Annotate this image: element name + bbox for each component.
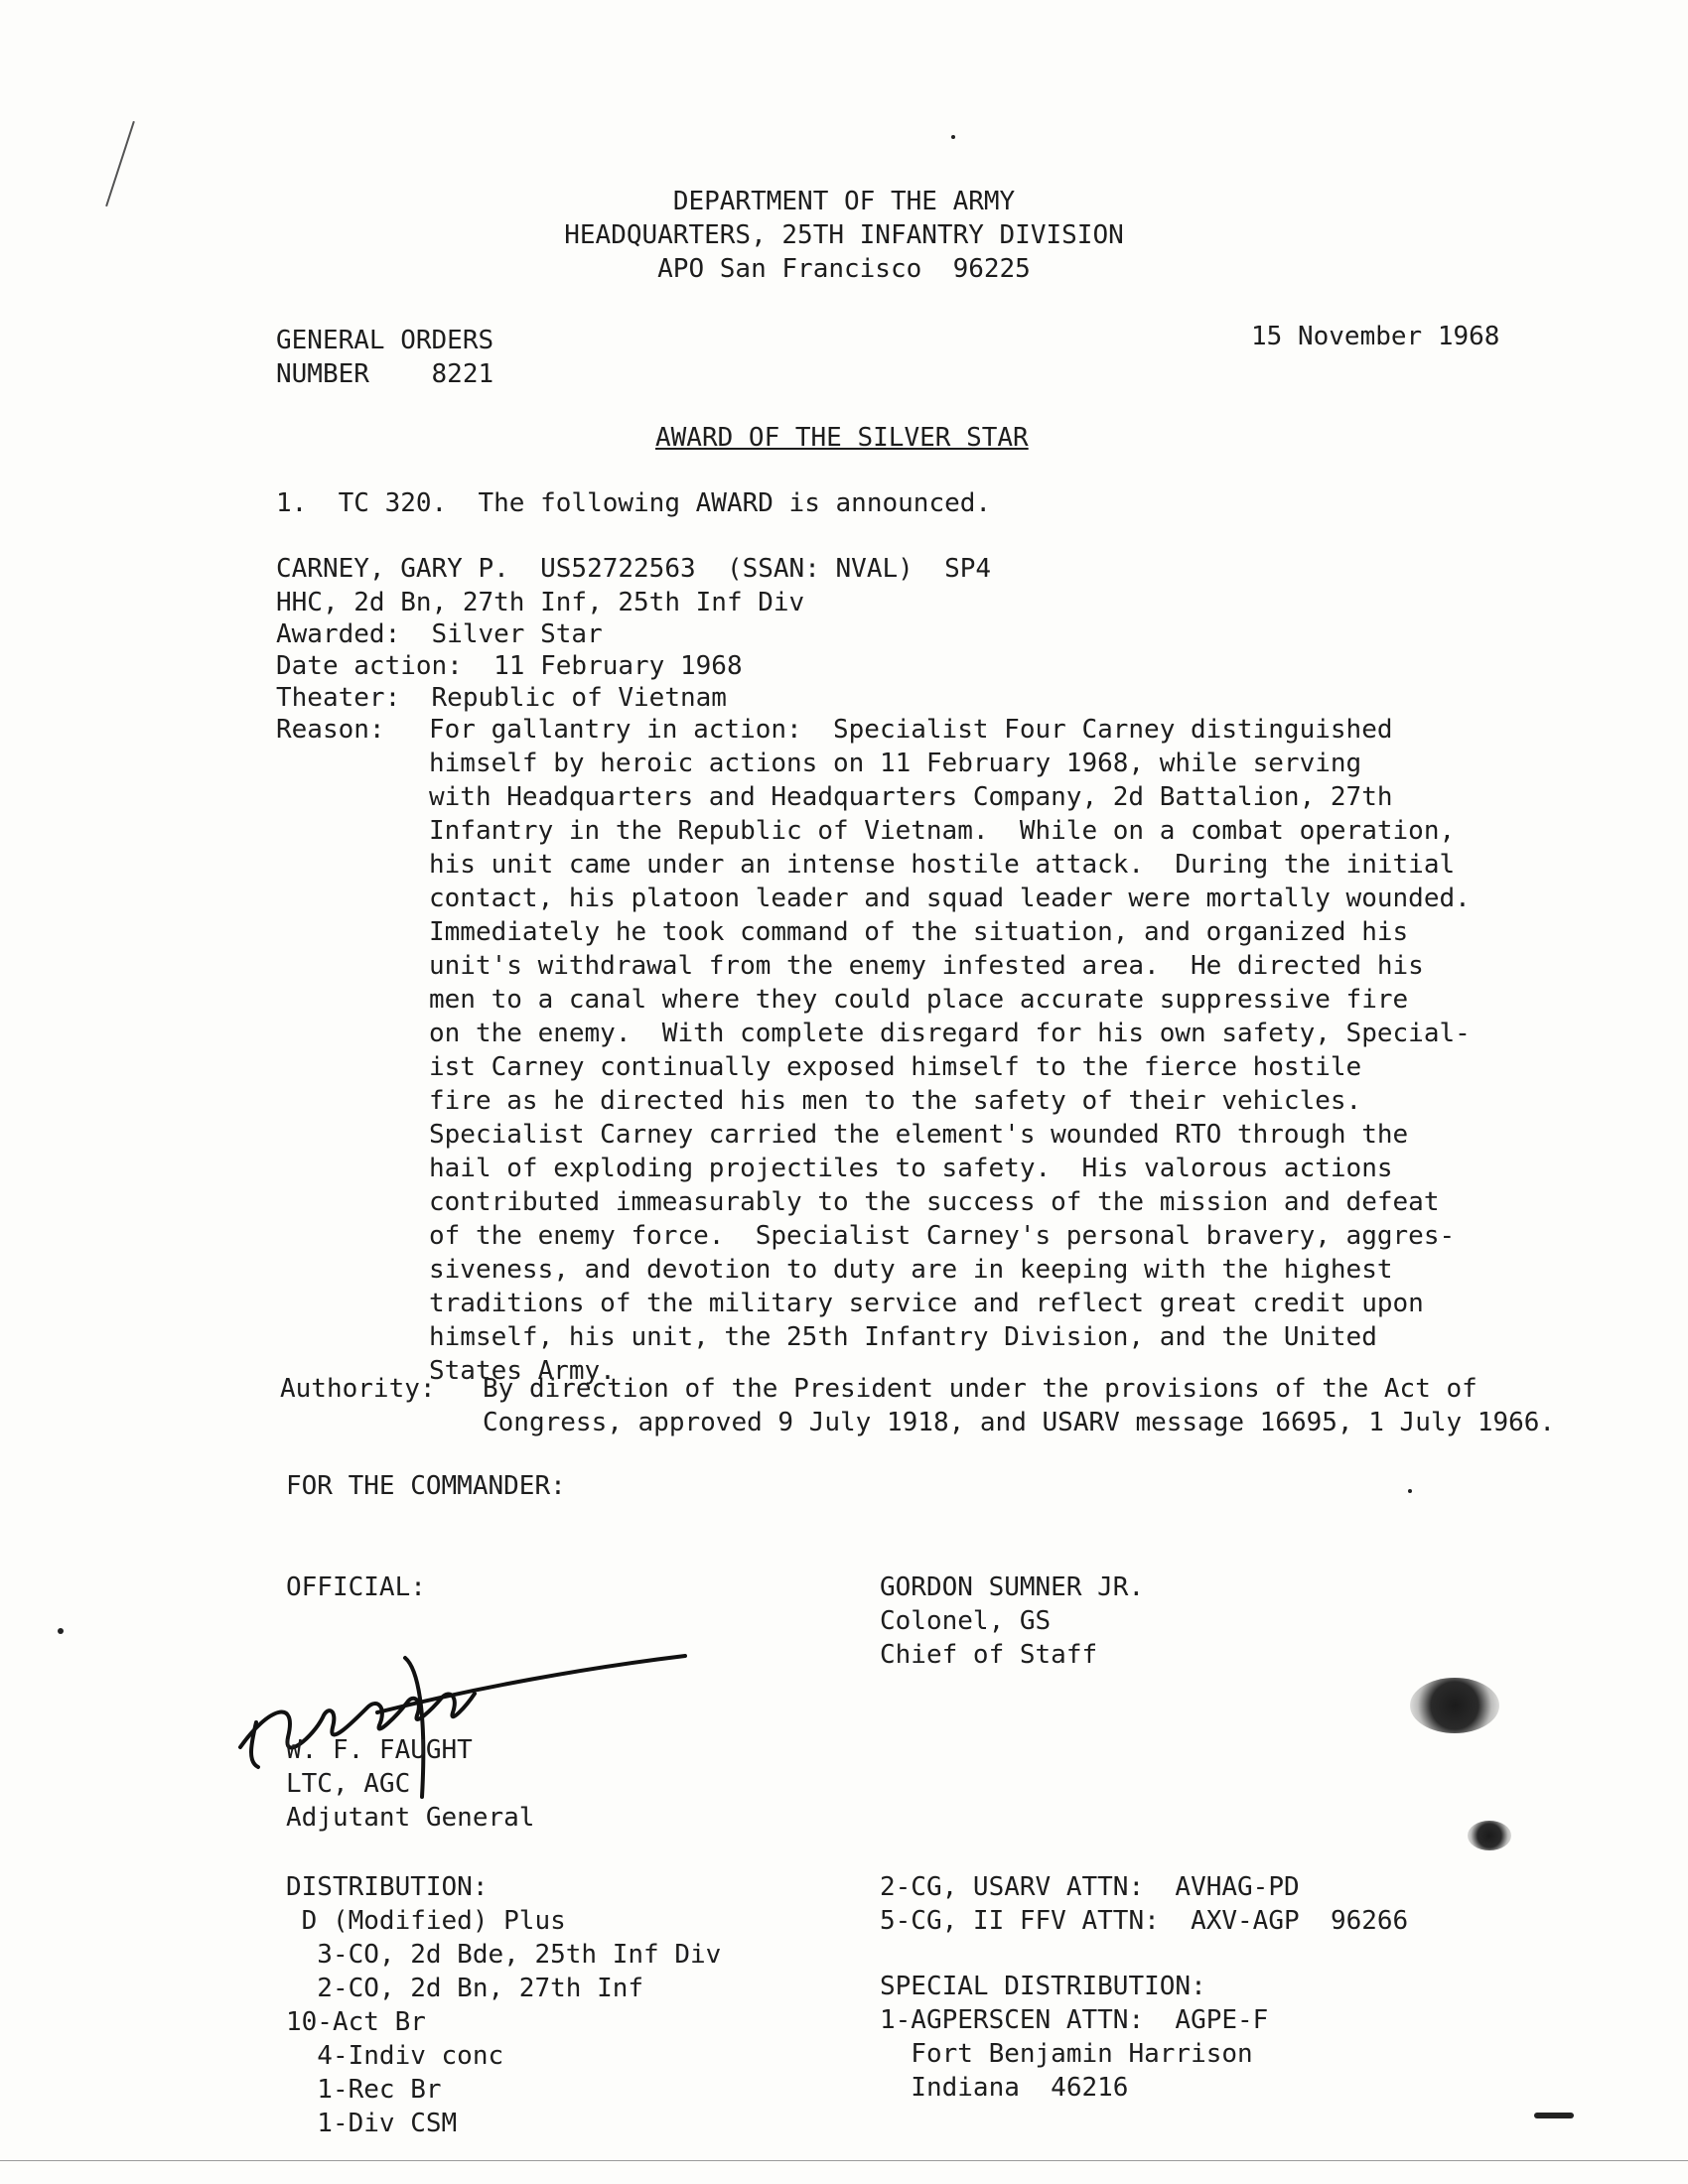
distribution-right-list [880, 1870, 1408, 1938]
distribution-list [286, 1904, 721, 2140]
list-item: 1-AGPERSCEN ATTN: AGPE-F [880, 2005, 1269, 2035]
reason-line: himself by heroic actions on 11 February 1968, while serving [429, 749, 1362, 778]
signatory-title: Chief of Staff [880, 1640, 1098, 1670]
authority-label: Authority: [280, 1374, 436, 1404]
official-title: Adjutant General [286, 1803, 535, 1833]
list-item: 3-CO, 2d Bde, 25th Inf Div [286, 1940, 722, 1970]
list-item: 1-Rec Br [286, 2075, 442, 2105]
signatory-rank: Colonel, GS [880, 1606, 1052, 1636]
reason-line: men to a canal where they could place accurate suppressive fire [429, 985, 1409, 1015]
reason-line: Specialist Carney carried the element's wounded RTO through the [429, 1120, 1409, 1150]
special-distribution-label: SPECIAL DISTRIBUTION: [880, 1972, 1206, 2001]
general-orders-number: NUMBER 8221 [276, 359, 494, 389]
announcement-line: 1. TC 320. The following AWARD is announced. [276, 488, 992, 518]
general-orders-label: GENERAL ORDERS [276, 326, 494, 355]
letterhead-department: DEPARTMENT OF THE ARMY [672, 187, 1016, 216]
scan-speck [58, 1628, 64, 1634]
reason-line: siveness, and devotion to duty are in keeping with the highest [429, 1255, 1393, 1285]
list-item: 1-Div CSM [286, 2109, 458, 2138]
reason-label: Reason: [276, 715, 385, 745]
ink-smudge [1410, 1678, 1499, 1733]
order-date: 15 November 1968 [1251, 322, 1500, 351]
scan-bottom-edge [0, 2160, 1688, 2161]
list-item: Fort Benjamin Harrison [880, 2039, 1253, 2069]
official-name: W. F. FAUGHT [286, 1735, 473, 1765]
reason-line: contact, his platoon leader and squad leader were mortally wounded. [429, 884, 1471, 913]
reason-line: ist Carney continually exposed himself to the fierce hostile [429, 1052, 1362, 1082]
list-item: 2-CO, 2d Bn, 27th Inf [286, 1974, 644, 2003]
reason-line: Immediately he took command of the situation, and organized his [429, 917, 1409, 947]
official-rank: LTC, AGC [286, 1769, 411, 1799]
list-item: D (Modified) Plus [286, 1906, 566, 1936]
list-item: 10-Act Br [286, 2007, 426, 2037]
scan-speck [1534, 2113, 1574, 2118]
signatory-name: GORDON SUMNER JR. [880, 1572, 1145, 1602]
reason-line: unit's withdrawal from the enemy infested area. He directed his [429, 951, 1424, 981]
reason-line: of the enemy force. Specialist Carney's personal bravery, aggres- [429, 1221, 1456, 1251]
award-title: AWARD OF THE SILVER STAR [655, 423, 1029, 453]
list-item: Indiana 46216 [880, 2073, 1129, 2103]
scan-speck [951, 135, 955, 139]
scan-speck [1408, 1489, 1412, 1493]
ink-smudge [1468, 1821, 1511, 1850]
reason-line: States Army. [429, 1356, 616, 1386]
reason-line: with Headquarters and Headquarters Company, 2d Battalion, 27th [429, 782, 1393, 812]
recipient-unit: HHC, 2d Bn, 27th Inf, 25th Inf Div [276, 588, 805, 617]
official-label: OFFICIAL: [286, 1572, 426, 1602]
reason-paragraph [429, 713, 1551, 1388]
reason-line: contributed immeasurably to the success of the mission and defeat [429, 1187, 1440, 1217]
date-action-line: Date action: 11 February 1968 [276, 651, 743, 681]
recipient-name: CARNEY, GARY P. US52722563 (SSAN: NVAL) SP4 [276, 554, 992, 584]
authority-line: By direction of the President under the provisions of the Act of [483, 1374, 1477, 1404]
list-item: 2-CG, USARV ATTN: AVHAG-PD [880, 1872, 1300, 1902]
awarded-line: Awarded: Silver Star [276, 619, 603, 649]
list-item: 4-Indiv conc [286, 2041, 504, 2071]
authority-line: Congress, approved 9 July 1918, and USARV message 16695, 1 July 1966. [483, 1408, 1556, 1437]
letterhead-apo: APO San Francisco 96225 [657, 254, 1031, 284]
list-item: 5-CG, II FFV ATTN: AXV-AGP 96266 [880, 1906, 1409, 1936]
reason-line: For gallantry in action: Specialist Four Carney distinguished [429, 715, 1393, 745]
reason-line: Infantry in the Republic of Vietnam. While on a combat operation, [429, 816, 1456, 846]
reason-line: on the enemy. With complete disregard for his own safety, Special- [429, 1019, 1471, 1048]
reason-line: his unit came under an intense hostile attack. During the initial [429, 850, 1456, 880]
authority-text [483, 1372, 1555, 1439]
distribution-label: DISTRIBUTION: [286, 1872, 489, 1902]
letterhead-headquarters: HEADQUARTERS, 25TH INFANTRY DIVISION [564, 220, 1124, 250]
reason-line: traditions of the military service and reflect great credit upon [429, 1289, 1424, 1318]
reason-line: himself, his unit, the 25th Infantry Division, and the United [429, 1322, 1377, 1352]
for-the-commander: FOR THE COMMANDER: [286, 1471, 566, 1501]
theater-line: Theater: Republic of Vietnam [276, 683, 727, 713]
reason-line: hail of exploding projectiles to safety. His valorous actions [429, 1154, 1393, 1183]
reason-line: fire as he directed his men to the safety of their vehicles. [429, 1086, 1362, 1116]
special-distribution-list [880, 2003, 1268, 2105]
